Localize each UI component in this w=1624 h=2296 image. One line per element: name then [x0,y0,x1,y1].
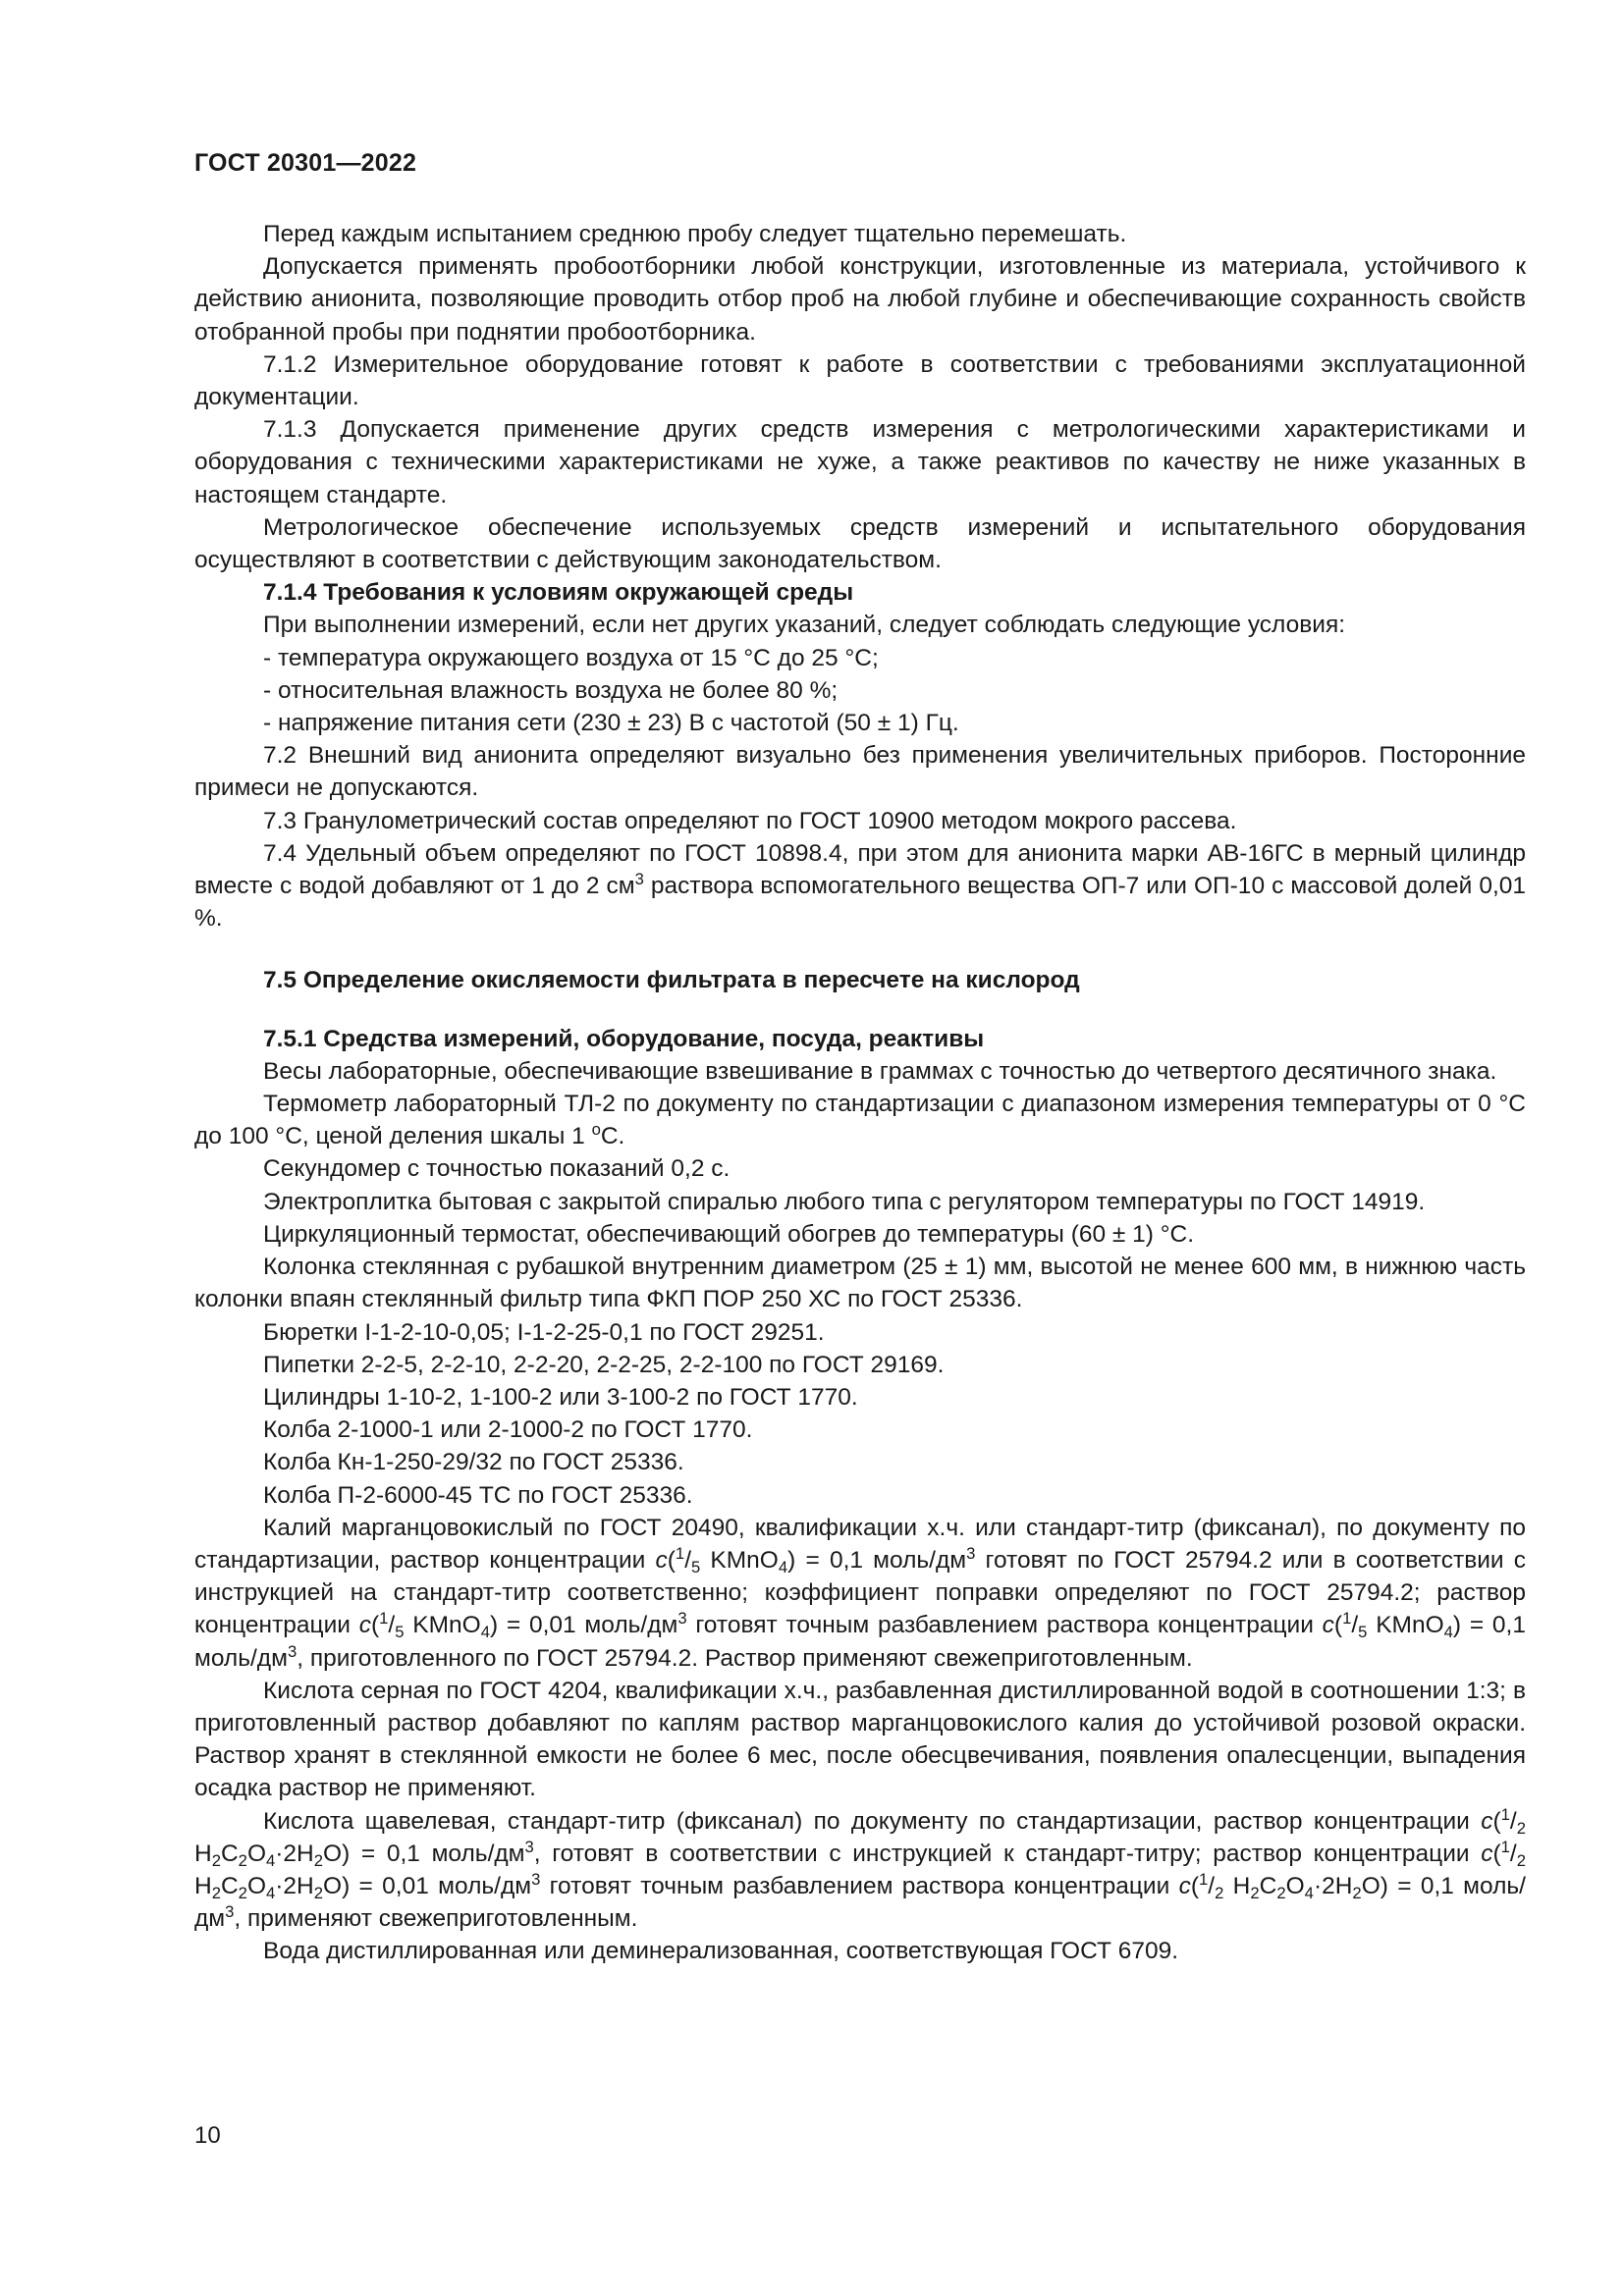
paragraph: Метрологическое обеспечение используемых средств измерений и испытательного оборудования осуществляют в соответствии с действующим законодательством. [194,513,1526,574]
list-item: Колба Кн-1-250-29/32 по ГОСТ 25336. [263,1449,684,1476]
text-run: Термометр лабораторный ТЛ-2 по документу по стандартизации с диапазоном измерения температуры от 0 °С до 100 °С, ценой деления шкалы 1 [194,1091,1526,1150]
text-run: = 0,01 моль/дм [498,1612,678,1639]
formula-part: C [220,1840,239,1867]
formula-sub: 2 [1352,1883,1362,1902]
paragraph: Перед каждым испытанием среднюю пробу следует тщательно перемешать. [263,221,1127,247]
formula-sub: 2 [1516,1850,1526,1870]
text-run: Кислота щавелевая, стандарт-титр (фиксанал) по документу по стандартизации, раствор концентрации [263,1807,1482,1835]
text-run: С. [600,1123,625,1150]
formula-part: ( [1190,1872,1200,1899]
formula-part: ( [1333,1612,1343,1639]
paragraph: При выполнении измерений, если нет других указаний, следует соблюдать следующие условия: [263,612,1346,639]
formula-part: / [1509,1807,1517,1835]
formula-sub: 2 [238,1883,247,1902]
formula-sup: 1 [379,1609,389,1629]
paragraph: Вода дистиллированная или деминерализованная, соответствующая ГОСТ 6709. [263,1938,1179,1965]
text-run: готовят точным разбавлением раствора концентрации [686,1612,1323,1639]
text-run: , применяют свежеприготовленным. [234,1905,638,1933]
formula-part: / [1208,1872,1216,1899]
text-run: = 0,1 моль/дм [350,1840,525,1867]
text-run: Калий марганцовокислый по ГОСТ 20490, квалификации х.ч. или стандарт-титр (фиксанал), по документу по стандартизации, раствор концентрации [194,1514,1526,1574]
formula-sub: 4 [778,1557,788,1576]
superscript: 3 [287,1641,298,1661]
formula-sub: 2 [1215,1883,1224,1902]
formula-sub: 2 [1276,1883,1286,1902]
formula-var: c [358,1612,371,1639]
text-run: = 0,01 моль/дм [350,1872,532,1899]
formula-part: KMnO [1367,1612,1444,1639]
text-run: раствора вспомогательного вещества ОП-7 или ОП-10 с массовой долей 0,01 %. [194,873,1527,933]
text-run: = 0,1 моль/дм [795,1546,967,1574]
paragraph: 7.2 Внешний вид анионита определяют визуально без применения увеличительных приборов. Посторонние примеси не допускаются. [194,742,1526,802]
formula-sub: 2 [1250,1883,1260,1902]
formula-sub: 2 [238,1850,247,1870]
paragraph-kmno4 [194,1512,1526,1675]
paragraph: 7.1.2 Измерительное оборудование готовят к работе в соответствии с требованиями эксплуатационной документации. [194,350,1526,411]
text-run: , готовят в соответствии с инструкцией к стандарт-титру; раствор концентрации [533,1840,1482,1867]
formula-part: C [220,1872,239,1899]
formula-sub: 4 [480,1623,490,1642]
paragraph: 7.1.3 Допускается применение других средств измерения с метрологическими характеристиками и оборудования с техническими характеристиками не хуже, а также реактивов по качеству не ниже указанных в настоящем стандарте. [194,416,1526,508]
formula-part: ) [787,1546,796,1574]
formula-sub: 5 [1358,1623,1368,1642]
formula-part: O [246,1872,266,1899]
formula-var: c [1481,1840,1493,1867]
paragraph: Секундомер с точностью показаний 0,2 с. [263,1155,731,1183]
formula-part: ·2H [275,1840,314,1867]
formula-part: / [1509,1840,1517,1867]
formula-var: c [655,1546,668,1574]
formula-part: ·2H [275,1872,314,1899]
formula-part: H [194,1872,212,1899]
document-body [194,218,1526,1968]
formula-sub: 4 [266,1883,276,1902]
formula-var: c [1178,1872,1191,1899]
formula-part: ) [489,1612,499,1639]
formula-var: c [1322,1612,1334,1639]
formula-sub: 2 [211,1883,221,1902]
superscript: о [591,1120,601,1140]
formula-part: O [246,1840,266,1867]
formula-sub: 2 [1516,1818,1526,1838]
list-item: - относительная влажность воздуха не более 80 %; [263,676,839,704]
list-item: - напряжение питания сети (230 ± 23) В с частотой (50 ± 1) Гц. [263,710,959,737]
formula-sub: 5 [395,1623,405,1642]
paragraph-oxalic [194,1805,1526,1936]
superscript: 3 [531,1869,541,1889]
formula-part: ·2H [1313,1872,1353,1899]
text-run: = 0,1 моль/дм [194,1612,1526,1672]
formula-part: / [1351,1612,1359,1639]
list-item: Бюретки I-1-2-10-0,05; I-1-2-25-0,1 по ГОСТ 29251. [263,1318,825,1346]
text-run: готовят по ГОСТ 25794.2 или в соответствии с инструкцией на стандарт-титр соответственно; коэффициент поправки определяют по ГОСТ 25794.2; раствор концентрации [194,1546,1526,1639]
paragraph: Кислота серная по ГОСТ 4204, квалификации х.ч., разбавленная дистиллированной водой в соотношении 1:3; в приготовленный раствор добавляют по каплям раствор марганцовокислого калия до устойчивой розовой окраски. Раствор хранят в стеклянной емкости не более 6 мес, после обесцвечивания, появления опалесценции, выпадения осадка раствор не применяют. [194,1677,1526,1802]
superscript: 3 [966,1543,976,1563]
formula-part: ) [1452,1612,1462,1639]
formula-part: H [1223,1872,1251,1899]
formula-sup: 1 [675,1543,685,1563]
paragraph: 7.3 Гранулометрический состав определяют по ГОСТ 10900 методом мокрого рассева. [263,807,1237,834]
formula-part: ( [1492,1840,1501,1867]
formula-sub: 4 [266,1850,276,1870]
text-run: , приготовленного по ГОСТ 25794.2. Раствор применяют свежеприготовленным. [297,1644,1193,1672]
formula-part: / [684,1546,691,1574]
formula-sub: 5 [691,1557,701,1576]
paragraph-7-4 [194,837,1526,935]
formula-part: O) [323,1872,351,1899]
section-spacer [194,934,1526,964]
formula-part: O) [1361,1872,1388,1899]
formula-sup: 1 [1500,1804,1510,1824]
paragraph: Электроплитка бытовая с закрытой спиралью любого типа с регулятором температуры по ГОСТ 14919. [263,1188,1426,1215]
superscript: 3 [677,1609,687,1629]
paragraph: Допускается применять пробоотборники любой конструкции, изготовленные из материала, устойчивого к действию анионита, позволяющие проводить отбор проб на любой глубине и обеспечивающие сохранность свойств отобранной пробы при поднятии пробоотборника. [194,253,1526,346]
formula-sub: 2 [211,1850,221,1870]
text-run: 7.4 Удельный объем определяют по ГОСТ 10898.4, при этом для анионита марки АВ-16ГС в мерный цилиндр вместе с водой добавляют от 1 до 2 см [194,839,1526,900]
formula-part: ( [667,1546,676,1574]
list-item: Колба П-2-6000-45 ТС по ГОСТ 25336. [263,1481,693,1509]
paragraph: Колонка стеклянная с рубашкой внутренним диаметром (25 ± 1) мм, высотой не менее 600 мм, в нижнюю часть колонки впаян стеклянный фильтр типа ФКП ПОР 250 ХС по ГОСТ 25336. [194,1254,1526,1313]
paragraph: Циркуляционный термостат, обеспечивающий обогрев до температуры (60 ± 1) °С. [263,1220,1195,1248]
formula-sub: 2 [313,1883,324,1902]
formula-part: ( [370,1612,380,1639]
section-heading: 7.5 Определение окисляемости фильтрата в пересчете на кислород [263,967,1080,994]
superscript: 3 [225,1902,235,1921]
paragraph-thermometer [194,1088,1526,1152]
formula-sup: 1 [1199,1869,1209,1889]
formula-part: KMnO [700,1546,779,1574]
subsection-heading: 7.5.1 Средства измерений, оборудование, посуда, реактивы [263,1025,985,1052]
formula-sup: 1 [1342,1609,1352,1629]
list-item: - температура окружающего воздуха от 15 °С до 25 °С; [263,644,879,671]
paragraph: Весы лабораторные, обеспечивающие взвешивание в граммах с точностью до четвертого десятичного знака. [263,1057,1497,1085]
formula-part: / [388,1612,396,1639]
formula-part: O) [323,1840,351,1867]
section-spacer [194,997,1526,1023]
list-item: Цилиндры 1-10-2, 1-100-2 или 3-100-2 по ГОСТ 1770. [263,1383,858,1411]
formula-sup: 1 [1500,1837,1510,1856]
list-item: Колба 2-1000-1 или 2-1000-2 по ГОСТ 1770. [263,1416,753,1444]
document-header: ГОСТ 20301—2022 [194,149,417,177]
formula-part: O [1285,1872,1305,1899]
formula-sub: 2 [313,1850,324,1870]
superscript: 3 [634,869,644,888]
formula-sub: 4 [1304,1883,1314,1902]
subsection-heading: 7.1.4 Требования к условиям окружающей среды [263,579,854,607]
formula-part: H [194,1840,212,1867]
formula-sub: 4 [1443,1623,1453,1642]
formula-part: ( [1492,1807,1501,1835]
page-number: 10 [194,2122,221,2149]
text-run: готовят точным разбавлением раствора концентрации [540,1872,1179,1899]
formula-var: c [1481,1807,1493,1835]
formula-part: C [1259,1872,1277,1899]
superscript: 3 [524,1837,534,1856]
formula-part: KMnO [404,1612,481,1639]
list-item: Пипетки 2-2-5, 2-2-10, 2-2-20, 2-2-25, 2-2-100 по ГОСТ 29169. [263,1351,945,1378]
text-run: = 0,1 моль/дм [194,1872,1526,1933]
